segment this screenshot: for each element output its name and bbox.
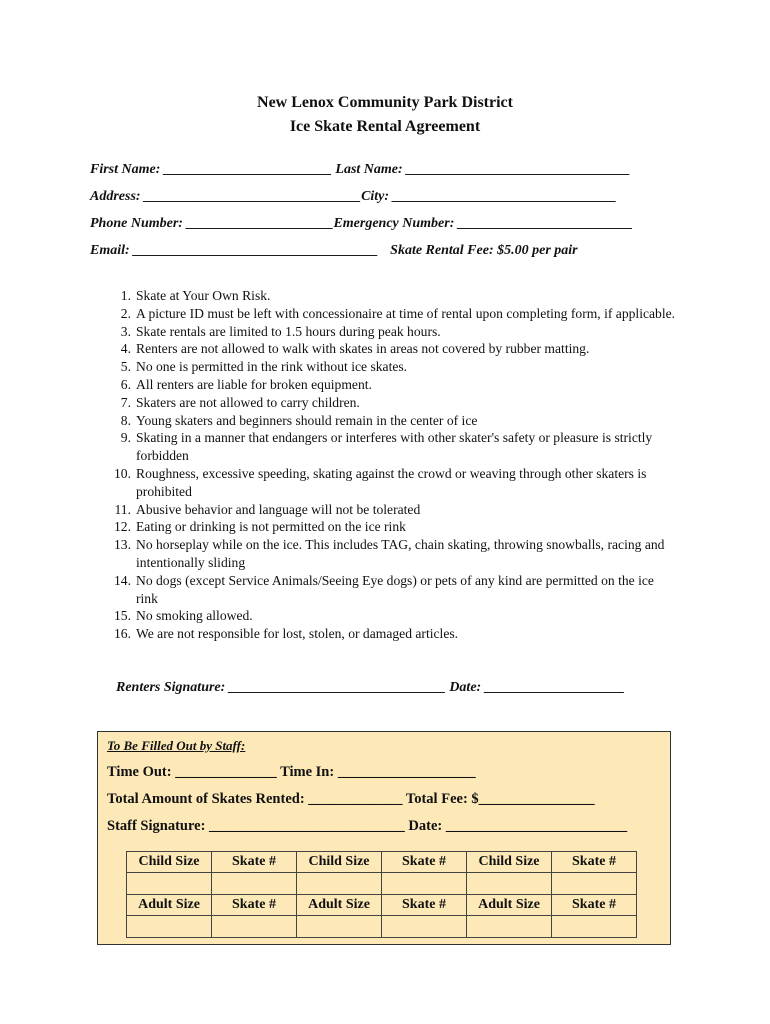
rule-item: 8. Young skaters and beginners should remain in the center of ice	[120, 412, 478, 428]
staff-signature-field[interactable]: Staff Signature: ___________________________	[107, 818, 409, 834]
rule-item: 3. Skate rentals are limited to 1.5 hours during peak hours.	[120, 323, 441, 339]
table-row	[127, 916, 637, 938]
table-input-cell[interactable]	[382, 873, 467, 895]
staff-section-heading: To Be Filled Out by Staff:	[107, 738, 246, 753]
rule-item: 14. No dogs (except Service Animals/Seeing Eye dogs) or pets of any kind are permitted on the ice rink	[114, 572, 654, 606]
rule-item: 15. No smoking allowed.	[114, 608, 253, 624]
total-skates-field[interactable]: Total Amount of Skates Rented: _____________	[107, 791, 406, 807]
table-input-cell[interactable]	[467, 873, 552, 895]
time-row	[107, 764, 476, 781]
last-name-field[interactable]: Last Name: ________________________________	[335, 162, 631, 177]
table-row	[127, 895, 637, 916]
staff-section	[97, 731, 671, 945]
skate-size-table	[126, 851, 637, 938]
table-row	[127, 852, 637, 873]
name-row	[90, 162, 690, 178]
table-header-cell: Adult Size	[297, 895, 382, 916]
city-field[interactable]: City: ________________________________	[361, 189, 617, 204]
table-input-cell[interactable]	[382, 916, 467, 938]
phone-row	[90, 216, 690, 232]
table-input-cell[interactable]	[467, 916, 552, 938]
staff-signature-row	[107, 818, 627, 835]
rule-item: 2. A picture ID must be left with concessionaire at time of rental upon completing form, if applicable.	[120, 305, 676, 321]
table-header-cell: Child Size	[467, 852, 552, 873]
rule-item: 1. Skate at Your Own Risk.	[120, 288, 271, 303]
table-input-cell[interactable]	[127, 916, 212, 938]
rule-item: 9. Skating in a manner that endangers or interferes with other skater's safety or pleasure is strictly forbidden	[120, 430, 653, 464]
table-input-cell[interactable]	[127, 873, 212, 895]
document-title: Ice Skate Rental Agreement	[289, 118, 481, 135]
rule-item: 16. We are not responsible for lost, stolen, or damaged articles.	[114, 626, 459, 642]
renter-date-field[interactable]: Date: ____________________	[449, 680, 625, 695]
table-header-cell: Skate #	[212, 852, 297, 873]
org-title: New Lenox Community Park District	[257, 94, 513, 111]
time-in-field[interactable]: Time In: ___________________	[280, 764, 476, 780]
rule-item: 6. All renters are liable for broken equipment.	[120, 376, 372, 392]
phone-field[interactable]: Phone Number: _____________________	[90, 216, 334, 231]
rule-item: 7. Skaters are not allowed to carry children.	[120, 394, 360, 410]
table-input-cell[interactable]	[552, 873, 637, 895]
email-row	[90, 243, 690, 259]
table-header-cell: Skate #	[382, 852, 467, 873]
rule-item: 13. No horseplay while on the ice. This includes TAG, chain skating, throwing snowballs, racing and intentionally sliding	[114, 537, 665, 570]
table-header-cell: Skate #	[212, 895, 297, 916]
address-field[interactable]: Address: _______________________________	[90, 189, 362, 204]
totals-row	[107, 791, 595, 808]
email-field[interactable]: Email: ___________________________________	[90, 243, 379, 258]
rules-list	[107, 287, 677, 643]
renter-signature-row	[116, 680, 625, 696]
table-header-cell: Adult Size	[127, 895, 212, 916]
rule-item: 5. No one is permitted in the rink without ice skates.	[120, 359, 408, 375]
table-input-cell[interactable]	[297, 873, 382, 895]
table-row	[127, 873, 637, 895]
rule-item: 4. Renters are not allowed to walk with skates in areas not covered by rubber matting.	[120, 341, 590, 357]
address-row	[90, 189, 690, 205]
table-input-cell[interactable]	[212, 916, 297, 938]
rule-item: 10. Roughness, excessive speeding, skating against the crowd or weaving through other skaters is prohibited	[114, 465, 647, 499]
time-out-field[interactable]: Time Out: ______________	[107, 764, 281, 780]
emergency-field[interactable]: Emergency Number: _________________________	[333, 216, 633, 231]
staff-date-field[interactable]: Date: _________________________	[408, 818, 628, 834]
table-header-cell: Child Size	[127, 852, 212, 873]
table-header-cell: Skate #	[552, 895, 637, 916]
table-header-cell: Adult Size	[467, 895, 552, 916]
rental-fee-text: Skate Rental Fee: $5.00 per pair	[390, 243, 578, 258]
first-name-field[interactable]: First Name: ________________________	[90, 162, 336, 177]
table-header-cell: Child Size	[297, 852, 382, 873]
total-fee-field[interactable]: Total Fee: $________________	[405, 791, 595, 807]
table-header-cell: Skate #	[552, 852, 637, 873]
table-input-cell[interactable]	[552, 916, 637, 938]
renter-signature-field[interactable]: Renters Signature: _______________________________	[116, 680, 450, 695]
rule-item: 11. Abusive behavior and language will not be tolerated	[114, 501, 421, 517]
rule-item: 12. Eating or drinking is not permitted on the ice rink	[114, 519, 406, 535]
table-header-cell: Skate #	[382, 895, 467, 916]
table-input-cell[interactable]	[297, 916, 382, 938]
table-input-cell[interactable]	[212, 873, 297, 895]
